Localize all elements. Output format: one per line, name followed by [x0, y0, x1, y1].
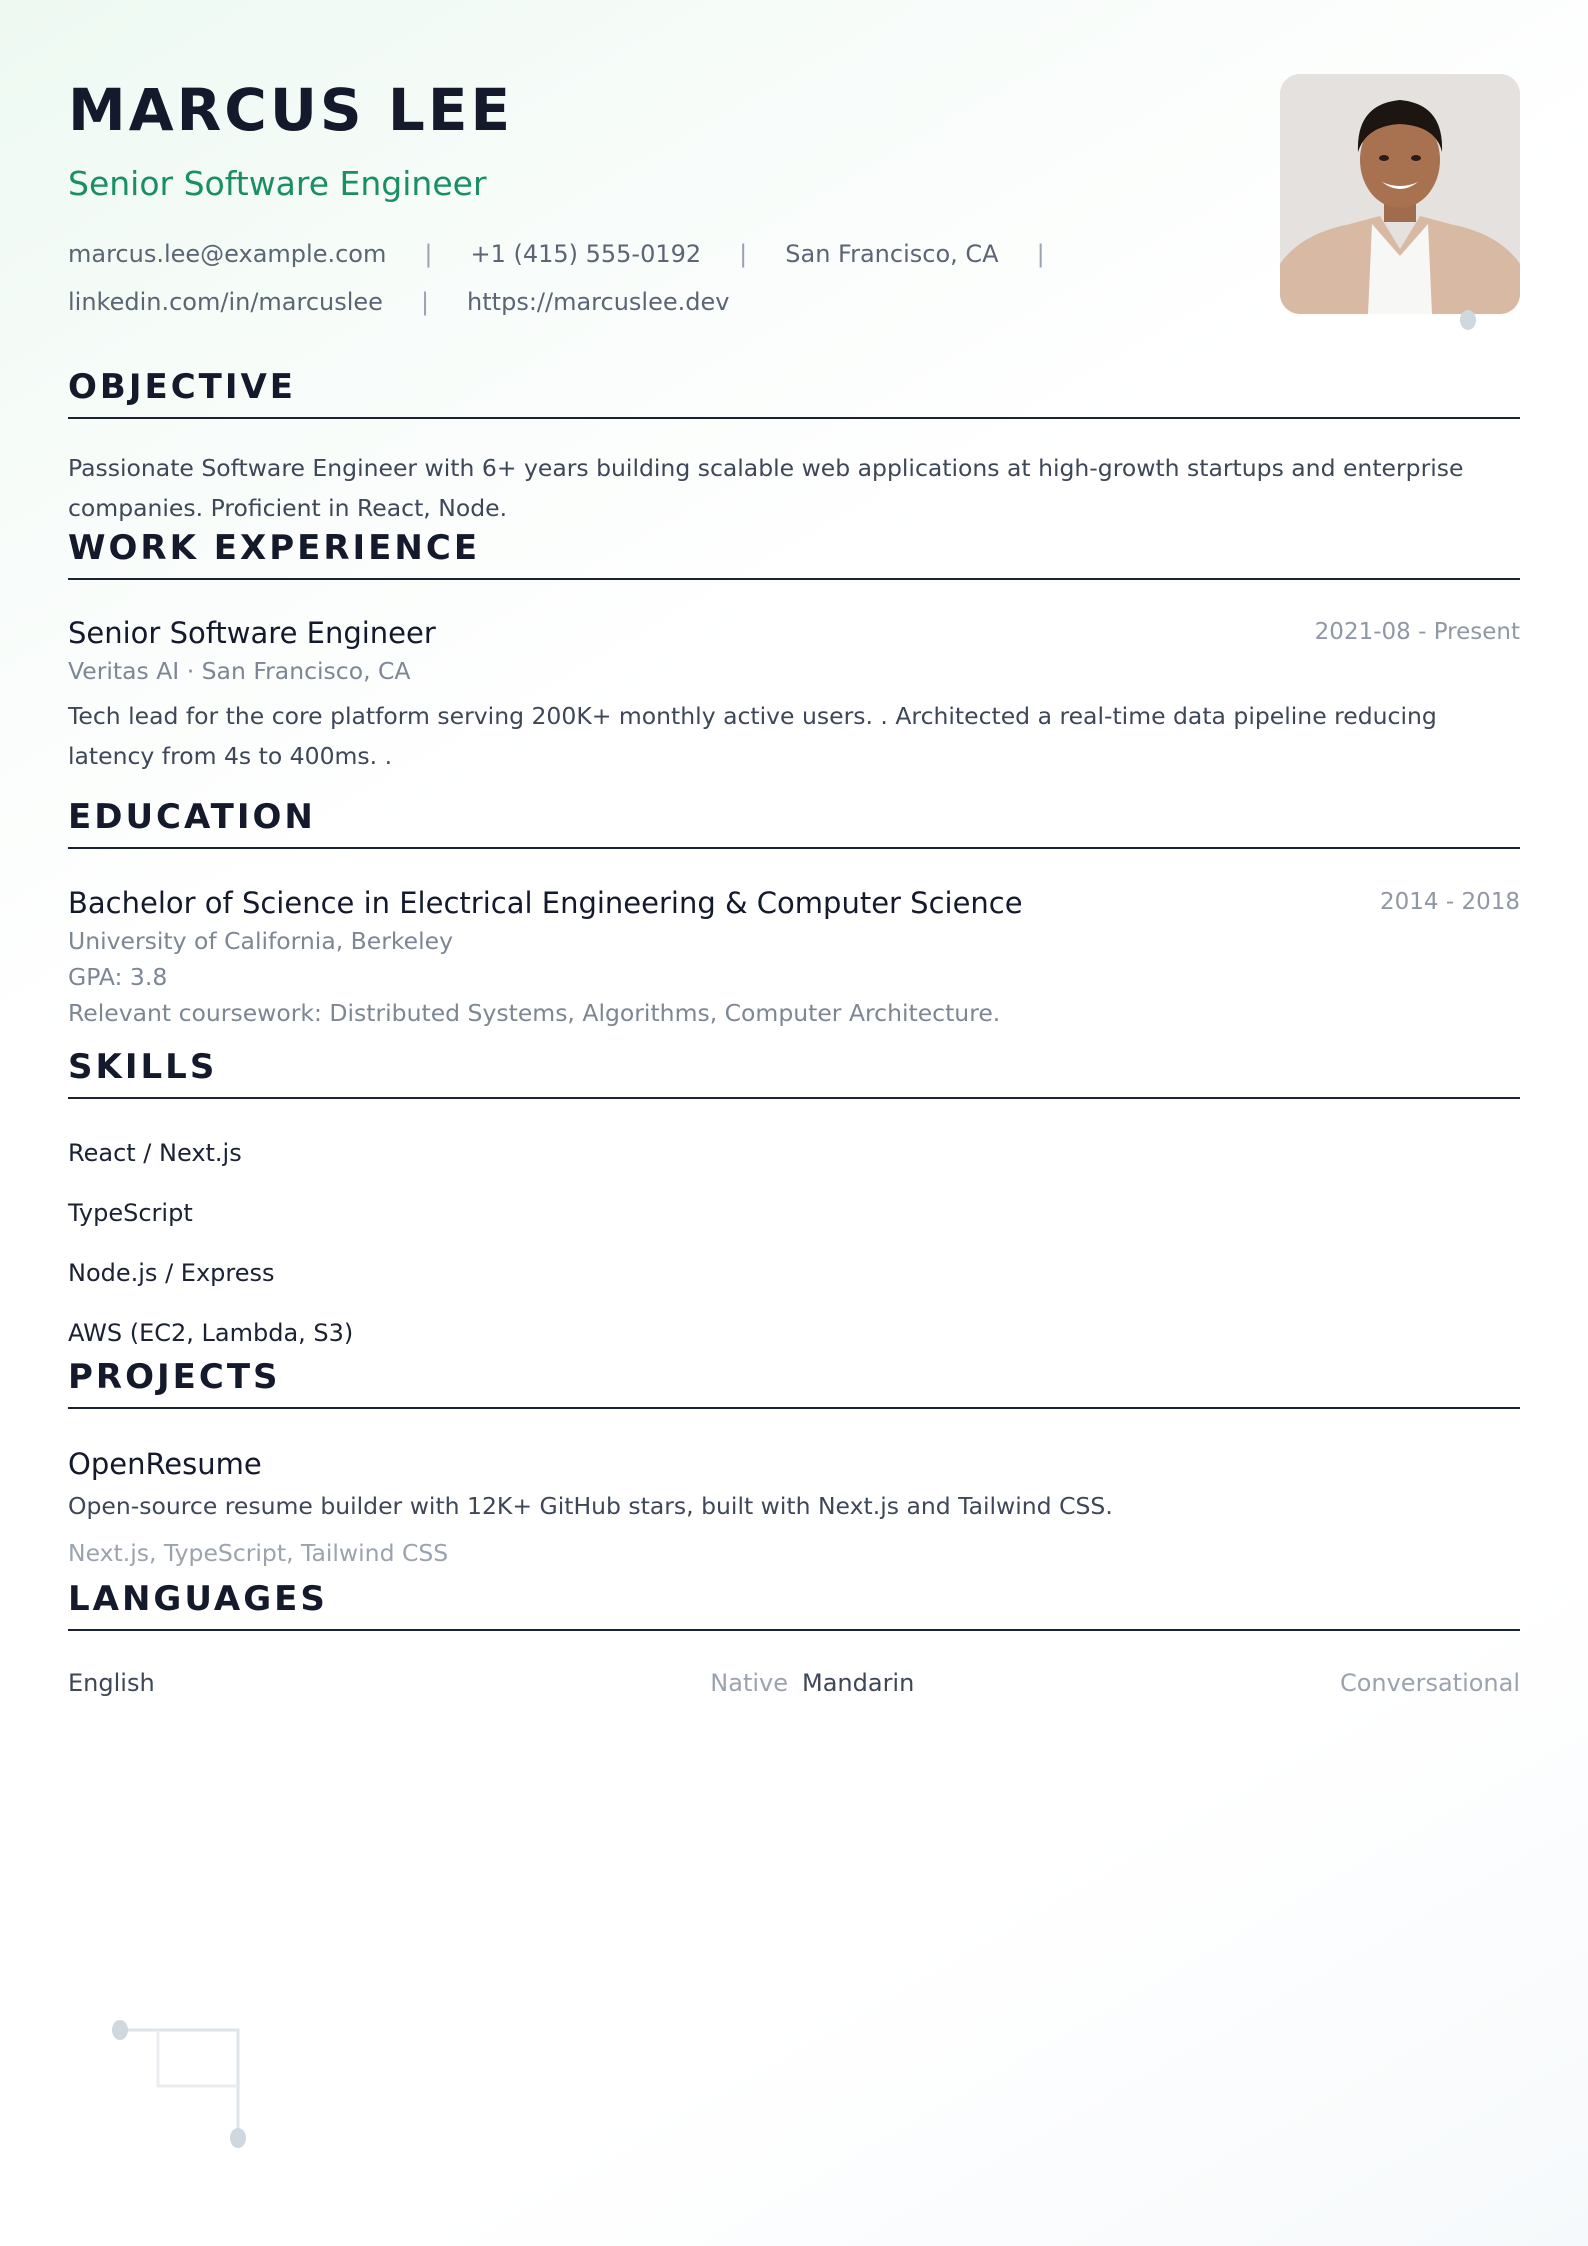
contact-separator: | — [420, 288, 430, 316]
contact-row-primary — [68, 240, 1083, 268]
contact-phone[interactable]: +1 (415) 555-0192 — [470, 240, 702, 268]
experience-job-title: Senior Software Engineer — [68, 616, 436, 650]
languages-section-heading — [68, 1577, 1520, 1631]
experience-section-heading — [68, 526, 1520, 580]
experience-company: Veritas AI · San Francisco, CA — [68, 657, 411, 685]
skills-section-heading — [68, 1045, 1520, 1099]
projects-heading: PROJECTS — [68, 1357, 281, 1397]
contact-separator: | — [1036, 240, 1045, 268]
photo-decoration-dot — [1460, 310, 1476, 330]
experience-heading: WORK EXPERIENCE — [68, 528, 481, 568]
contact-location: San Francisco, CA — [785, 240, 999, 268]
language-level: Native — [710, 1669, 788, 1697]
objective-section-heading — [68, 365, 1520, 419]
project-tech: Next.js, TypeScript, Tailwind CSS — [68, 1539, 449, 1567]
contact-row-secondary — [68, 288, 729, 316]
education-gpa: GPA: 3.8 — [68, 963, 168, 991]
education-coursework: Relevant coursework: Distributed Systems, Algorithms, Computer Architecture. — [68, 999, 1001, 1027]
contact-separator: | — [424, 240, 433, 268]
project-name: OpenResume — [68, 1447, 262, 1481]
contact-separator: | — [739, 240, 748, 268]
education-dates: 2014 - 2018 — [1380, 889, 1520, 915]
profile-photo — [1280, 74, 1520, 314]
contact-website[interactable]: https://marcuslee.dev — [467, 288, 730, 316]
corner-decoration — [108, 2016, 258, 2156]
language-level: Conversational — [1339, 1669, 1520, 1697]
skills-heading: SKILLS — [68, 1047, 218, 1087]
skill-item: React / Next.js — [68, 1139, 242, 1167]
candidate-name: MARCUS LEE — [68, 76, 514, 144]
candidate-title: Senior Software Engineer — [68, 164, 487, 203]
language-name: English — [68, 1669, 155, 1697]
education-section-heading — [68, 795, 1520, 849]
objective-heading: OBJECTIVE — [68, 367, 297, 407]
objective-text: Passionate Software Engineer with 6+ years building scalable web applications at high-growth startups and enterprise companies. Proficient in React, Node. — [68, 454, 1464, 522]
projects-section-heading — [68, 1355, 1520, 1409]
experience-description: Tech lead for the core platform serving 200K+ monthly active users. . Architected a real-time data pipeline reducing latency from 4s to 400ms. . — [68, 702, 1437, 770]
language-name: Mandarin — [802, 1669, 915, 1697]
skill-item: TypeScript — [68, 1199, 193, 1227]
contact-linkedin[interactable]: linkedin.com/in/marcuslee — [68, 288, 383, 316]
languages-heading: LANGUAGES — [68, 1579, 328, 1619]
project-description: Open-source resume builder with 12K+ GitHub stars, built with Next.js and Tailwind CSS. — [68, 1492, 1113, 1520]
profile-photo-illustration — [1280, 74, 1520, 314]
skill-item: Node.js / Express — [68, 1259, 275, 1287]
education-school: University of California, Berkeley — [68, 927, 454, 955]
education-heading: EDUCATION — [68, 797, 316, 837]
contact-email[interactable]: marcus.lee@example.com — [68, 240, 387, 268]
education-degree: Bachelor of Science in Electrical Engineering & Computer Science — [68, 886, 1023, 920]
experience-dates: 2021-08 - Present — [1314, 619, 1520, 645]
skill-item: AWS (EC2, Lambda, S3) — [68, 1319, 354, 1347]
